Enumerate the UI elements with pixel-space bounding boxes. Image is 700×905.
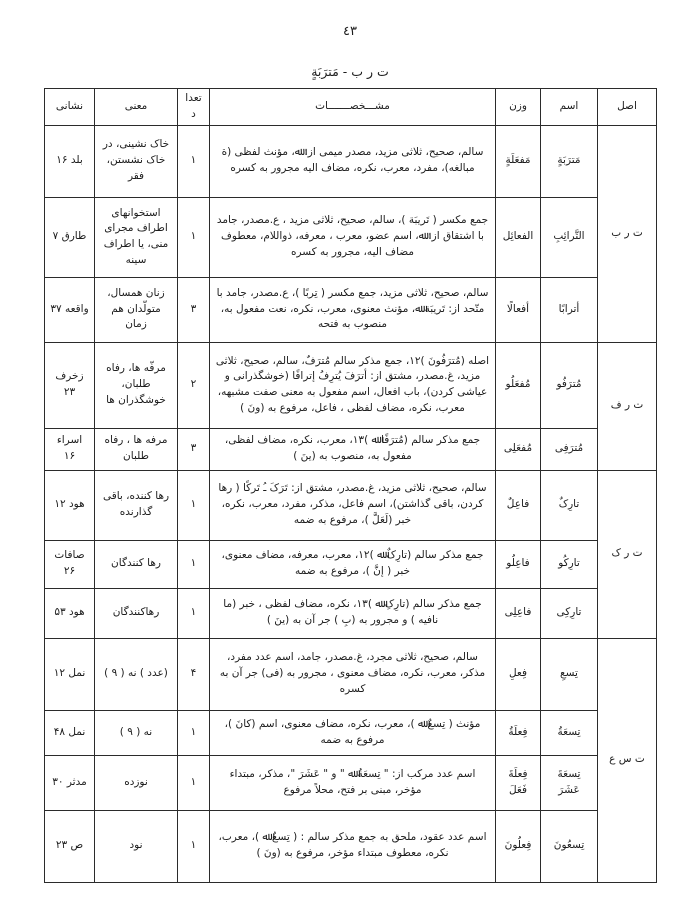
ref-cell: صافات ۲۶ [45, 540, 95, 588]
root-cell: ت ر ب [598, 125, 657, 342]
pattern-cell: الفعائِل [496, 197, 541, 277]
root-cell: ت ر ک [598, 470, 657, 638]
count-cell: ۱ [178, 588, 210, 638]
header-specs: مشـــخصـــــــات [210, 89, 496, 126]
meaning-cell: مرفه ها ، رفاه طلبان [95, 428, 178, 470]
meaning-cell: رها کنندگان [95, 540, 178, 588]
specs-cell: جمع مذکر سالم (مُترَفًا ﷲ )۱۳، معرب، نکره، مضاف لفظی، مفعول به، منصوب به (ینَ ) [210, 428, 496, 470]
header-vazn: وزن [496, 89, 541, 126]
count-cell: ۱ [178, 470, 210, 540]
word-cell: تِسعُونَ [541, 810, 598, 882]
table-row [45, 428, 657, 470]
meaning-cell: مرفّه ها، رفاه طلبان، خوشگذران ها [95, 342, 178, 428]
pattern-cell: فاعِلِی [496, 588, 541, 638]
count-cell: ۳ [178, 428, 210, 470]
root-cell: ت س ع [598, 638, 657, 882]
meaning-cell: استخوانهای اطراف مجرای منی، یا اطراف سینه [95, 197, 178, 277]
page-number: ٤٣ [343, 24, 357, 39]
ref-cell: زخرف ۲۳ [45, 342, 95, 428]
specs-cell: مؤنث ( تِسعٌ ﷲ )، معرب، نکره، مضاف معنوی، اسم (کانَ )، مرفوع به ضمه [210, 710, 496, 755]
meaning-cell: خاک نشینی، در خاک نشستن، فقر [95, 125, 178, 197]
word-cell: مُترَفُو [541, 342, 598, 428]
ref-cell: واقعه ۳۷ [45, 277, 95, 342]
table-row [45, 125, 657, 197]
word-cell: تِسعَةَ عَشَرَ [541, 755, 598, 810]
table-row [45, 277, 657, 342]
pattern-cell: فِعلِ [496, 638, 541, 710]
header-ref: نشانى [45, 89, 95, 126]
pattern-cell: فِعلَةَ فَعَلَ [496, 755, 541, 810]
word-cell: تارِکُو [541, 540, 598, 588]
word-cell: تارِکِی [541, 588, 598, 638]
specs-cell: جمع مذکر سالم (تارِکٌ ﷲ )۱۲، معرب، معرفه، مضاف معنوی، خبر ( إنَّ )، مرفوع به ضمه [210, 540, 496, 588]
page-title: ت ر ب - مَترَبَةٍ [311, 64, 389, 79]
word-cell: تِسعَةُ [541, 710, 598, 755]
table-row [45, 197, 657, 277]
specs-cell: جمع مکسر ( تَریبَة )، سالم، صحیح، ثلاثی مزید ، ع.مصدر، جامد با اشتقاق از: ﷲ، اسم عضو، معرب ، معرفه، ذواللام، معطوف مضاف الیه، مجرور به کسره [210, 197, 496, 277]
pattern-cell: مُفعَلِی [496, 428, 541, 470]
specs-cell: سالم، صحیح، ثلاثی مزید، مصدر میمی از: ﷲ، مؤنث لفظی (ة مبالغه)، مفرد، معرب، نکره، مضاف الیه مجرور به کسره [210, 125, 496, 197]
word-cell: مَترَبَةٍ [541, 125, 598, 197]
count-cell: ۱ [178, 125, 210, 197]
ref-cell: نمل ۱۲ [45, 638, 95, 710]
count-cell: ۱ [178, 197, 210, 277]
table-row [45, 710, 657, 755]
word-cell: أترابًا [541, 277, 598, 342]
ref-cell: ص ۲۳ [45, 810, 95, 882]
table-header-row [45, 89, 657, 126]
specs-cell: اسم عدد عقود، ملحق به جمع مذکر سالم : ( تِسعٌ ﷲ )، معرب، نکره، معطوف مبتداء مؤخر، مرفوع به (ونَ ) [210, 810, 496, 882]
ref-cell: اسراء ۱۶ [45, 428, 95, 470]
table-row [45, 810, 657, 882]
table-row [45, 755, 657, 810]
count-cell: ۲ [178, 342, 210, 428]
ref-cell: طارق ۷ [45, 197, 95, 277]
specs-cell: اسم عدد مرکب از: " تِسعَةُ ﷲ " و " عَشَرَ "، مذکر، مبتداء مؤخر، مبنی بر فتح، محلاً مرفوع [210, 755, 496, 810]
meaning-cell: زنان همسال، متولّدان هم زمان [95, 277, 178, 342]
specs-cell: سالم، صحیح، ثلاثی مجرد، غ.مصدر، جامد، اسم عدد مفرد، مذکر، معرب، نکره، مضاف معنوی ، مجرور به (فی) جر آن به کسره [210, 638, 496, 710]
pattern-cell: مَفعَلَةٍ [496, 125, 541, 197]
pattern-cell: فِعلَةُ [496, 710, 541, 755]
header-esm: اسم [541, 89, 598, 126]
ref-cell: بلد ۱۶ [45, 125, 95, 197]
meaning-cell: نه ( ۹ ) [95, 710, 178, 755]
count-cell: ۱ [178, 755, 210, 810]
header-meaning: معنى [95, 89, 178, 126]
meaning-cell: نوزده [95, 755, 178, 810]
count-cell: ۴ [178, 638, 210, 710]
root-cell: ت ر ف [598, 342, 657, 470]
specs-cell: جمع مذکر سالم (تارِکِ ﷲ )۱۳، نکره، مضاف لفظی ، خبر (ما نافیه ) و مجرور به (بِ ) جر آن به (ینَ ) [210, 588, 496, 638]
meaning-cell: نود [95, 810, 178, 882]
table-row [45, 540, 657, 588]
ref-cell: مدثر ۳۰ [45, 755, 95, 810]
table-row [45, 342, 657, 428]
ref-cell: هود ۵۳ [45, 588, 95, 638]
word-cell: التَّرائِبِ [541, 197, 598, 277]
specs-cell: اصله (مُترَفُونَ )۱۲، جمع مذکر سالم مُترَفٌ، سالم، صحیح، ثلاثی مزید، غ.مصدر، مشتق از: أترَفَ یُترِفُ إترافًا (خوشگذرانی و عیاشی کردن)، باب افعال، اسم مفعول به معنی صفت مشبهه، معرب، نکره، مضاف لفظی ، فاعل، مرفوع به (ونَ ) [210, 342, 496, 428]
pattern-cell: فِعلُونَ [496, 810, 541, 882]
table-row [45, 588, 657, 638]
count-cell: ۱ [178, 540, 210, 588]
ref-cell: نمل ۴۸ [45, 710, 95, 755]
count-cell: ۳ [178, 277, 210, 342]
table-row [45, 638, 657, 710]
count-cell: ۱ [178, 810, 210, 882]
meaning-cell: رها کننده، باقی گذارنده [95, 470, 178, 540]
meaning-cell: (عدد ) نه ( ۹ ) [95, 638, 178, 710]
pattern-cell: فاعِلُو [496, 540, 541, 588]
header-asl: اصل [598, 89, 657, 126]
specs-cell: سالم، صحیح، ثلاثی مزید، غ.مصدر، مشتق از: تَرَکَ ـُ تَرکًا ( رها کردن، باقی گذاشتن)، اسم فاعل، مذکر، مفرد، معرب، نکره، خبر (لَعَلَّ )، مرفوع به ضمه [210, 470, 496, 540]
morphology-table [44, 88, 657, 883]
word-cell: تِسعِ [541, 638, 598, 710]
word-cell: تارِکٌ [541, 470, 598, 540]
meaning-cell: رهاکنندگان [95, 588, 178, 638]
pattern-cell: مُفعَلُو [496, 342, 541, 428]
specs-cell: سالم، صحیح، ثلاثی مزید، جمع مکسر ( تِربًا )، ع.مصدر، جامد با متّحد از: تَریبَة ﷲ، مؤنث معنوی، معرب، نکره، نعت مفعول به، منصوب به فتحه [210, 277, 496, 342]
pattern-cell: أفعالًا [496, 277, 541, 342]
ref-cell: هود ۱۲ [45, 470, 95, 540]
word-cell: مُترَفِی [541, 428, 598, 470]
pattern-cell: فاعِلٌ [496, 470, 541, 540]
header-count: تعداد [178, 89, 210, 126]
count-cell: ۱ [178, 710, 210, 755]
table-row [45, 470, 657, 540]
